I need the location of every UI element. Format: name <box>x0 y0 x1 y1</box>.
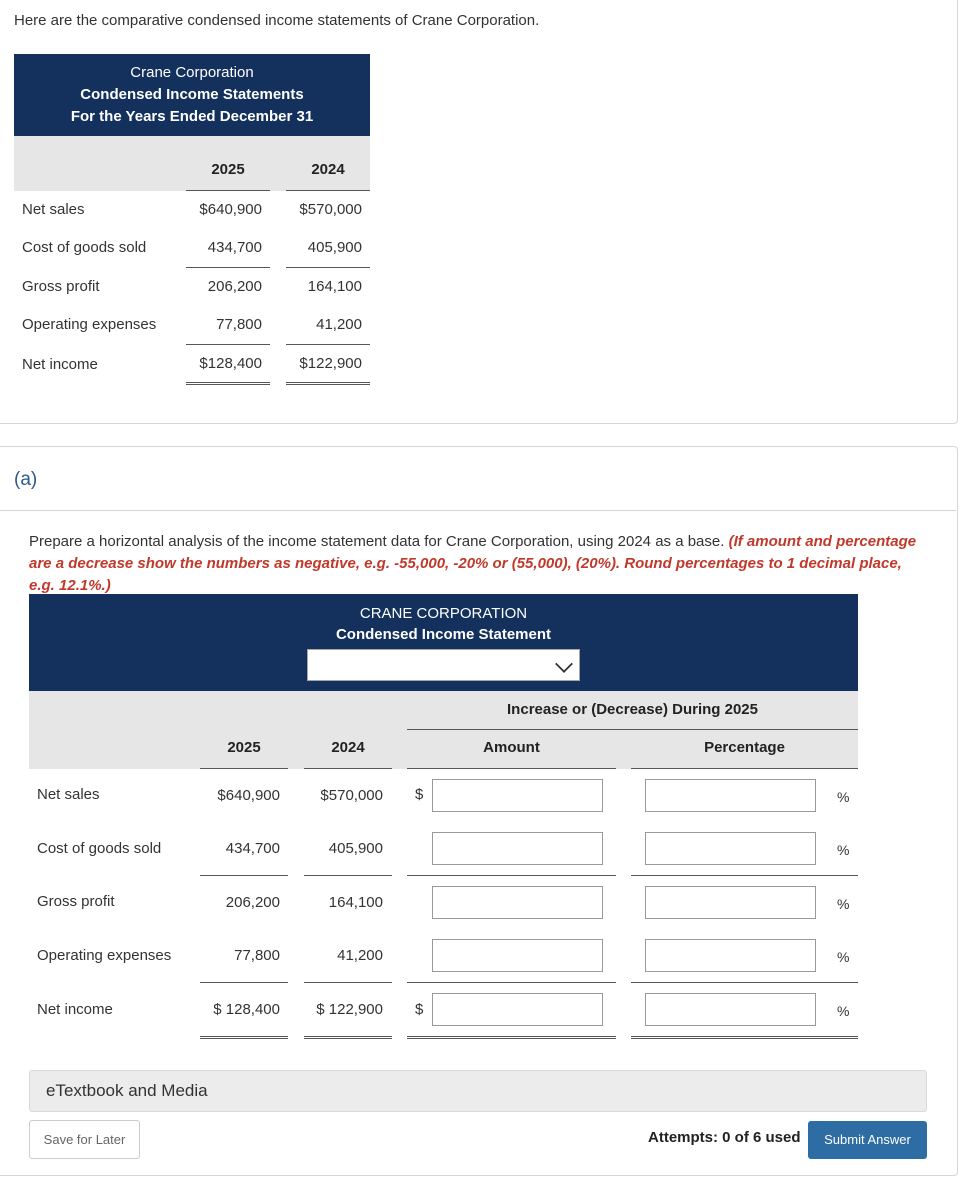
percent-sign: % <box>837 949 850 965</box>
percentage-input[interactable] <box>645 832 816 865</box>
attempts-counter: Attempts: 0 of 6 used <box>648 1129 801 1146</box>
statement-period: For the Years Ended December 31 <box>70 108 314 125</box>
part-a-header <box>0 447 956 511</box>
statement-value: $570,000 <box>299 201 362 218</box>
analysis-row-label: Net sales <box>37 786 100 803</box>
analysis-row-label: Net income <box>37 1001 113 1018</box>
chevron-down-icon <box>555 655 573 673</box>
percent-sign: % <box>837 789 850 805</box>
statement-col-2025: 2025 <box>186 161 270 191</box>
amount-input[interactable] <box>432 779 603 812</box>
analysis-value: $570,000 <box>320 787 383 804</box>
percentage-input[interactable] <box>645 939 816 972</box>
dollar-sign: $ <box>415 786 424 803</box>
submit-answer-button[interactable]: Submit Answer <box>808 1121 927 1159</box>
percent-sign: % <box>837 1003 850 1019</box>
statement-col-2024: 2024 <box>286 161 370 191</box>
save-for-later-button[interactable]: Save for Later <box>29 1120 140 1159</box>
statement-value: $122,900 <box>286 355 370 385</box>
statement-row-label: Operating expenses <box>22 316 157 333</box>
analysis-value: 206,200 <box>225 894 280 911</box>
statement-company: Crane Corporation <box>130 64 254 81</box>
analysis-row-label: Cost of goods sold <box>37 840 162 857</box>
analysis-value: 164,100 <box>328 894 383 911</box>
etextbook-panel[interactable] <box>29 1070 927 1112</box>
statement-row-label: Cost of goods sold <box>22 239 147 256</box>
statement-row-label: Gross profit <box>22 278 100 295</box>
amount-input[interactable] <box>432 939 603 972</box>
analysis-col-2025: 2025 <box>200 739 288 769</box>
analysis-value: $640,900 <box>217 787 280 804</box>
analysis-header <box>29 594 858 691</box>
intro-text: Here are the comparative condensed income statements of Crane Corporation. <box>14 12 540 29</box>
increase-decrease-header: Increase or (Decrease) During 2025 <box>407 701 858 730</box>
analysis-company: CRANE CORPORATION <box>359 605 528 622</box>
statement-value: $640,900 <box>199 201 262 218</box>
statement-value: 405,900 <box>286 239 370 268</box>
dollar-sign: $ <box>415 1001 424 1018</box>
percent-sign: % <box>837 896 850 912</box>
etextbook-label: eTextbook and Media <box>46 1081 208 1100</box>
instructions <box>29 531 929 597</box>
analysis-row-label: Operating expenses <box>37 947 172 964</box>
amount-input[interactable] <box>432 886 603 919</box>
statement-value: 77,800 <box>186 316 270 345</box>
percent-sign: % <box>837 842 850 858</box>
part-label: (a) <box>14 469 38 490</box>
instructions-note: (If amount and percentage are a decrease show the numbers as negative, e.g. -55,000, -20% or (55,000), (20%). Round percentages to 1 decimal place, e.g. 12.1%.) <box>29 533 917 594</box>
amount-col-header: Amount <box>407 739 616 769</box>
analysis-row-label: Gross profit <box>37 893 115 910</box>
analysis-value: 405,900 <box>304 840 392 876</box>
analysis-value: 77,800 <box>200 947 288 983</box>
analysis-title: Condensed Income Statement <box>335 626 552 643</box>
percentage-input[interactable] <box>645 886 816 919</box>
percentage-col-header: Percentage <box>631 739 858 769</box>
statement-value: 434,700 <box>186 239 270 268</box>
analysis-value: 434,700 <box>200 840 288 876</box>
statement-row-label: Net sales <box>22 201 85 218</box>
statement-value: 164,100 <box>307 278 362 295</box>
statement-value: $128,400 <box>186 355 270 385</box>
amount-input[interactable] <box>432 993 603 1026</box>
percentage-input[interactable] <box>645 779 816 812</box>
analysis-col-2024: 2024 <box>304 739 392 769</box>
amount-input[interactable] <box>432 832 603 865</box>
period-select[interactable] <box>307 649 580 681</box>
analysis-value: $ 122,900 <box>304 1001 392 1039</box>
analysis-value: 41,200 <box>304 947 392 983</box>
statement-row-label: Net income <box>22 356 98 373</box>
analysis-value: $ 128,400 <box>200 1001 288 1039</box>
instructions-text: Prepare a horizontal analysis of the income statement data for Crane Corporation, using 2024 as a base. <box>29 533 725 550</box>
percentage-input[interactable] <box>645 993 816 1026</box>
statement-value: 41,200 <box>286 316 370 345</box>
statement-header <box>14 54 370 136</box>
statement-title: Condensed Income Statements <box>80 86 304 103</box>
statement-value: 206,200 <box>207 278 262 295</box>
